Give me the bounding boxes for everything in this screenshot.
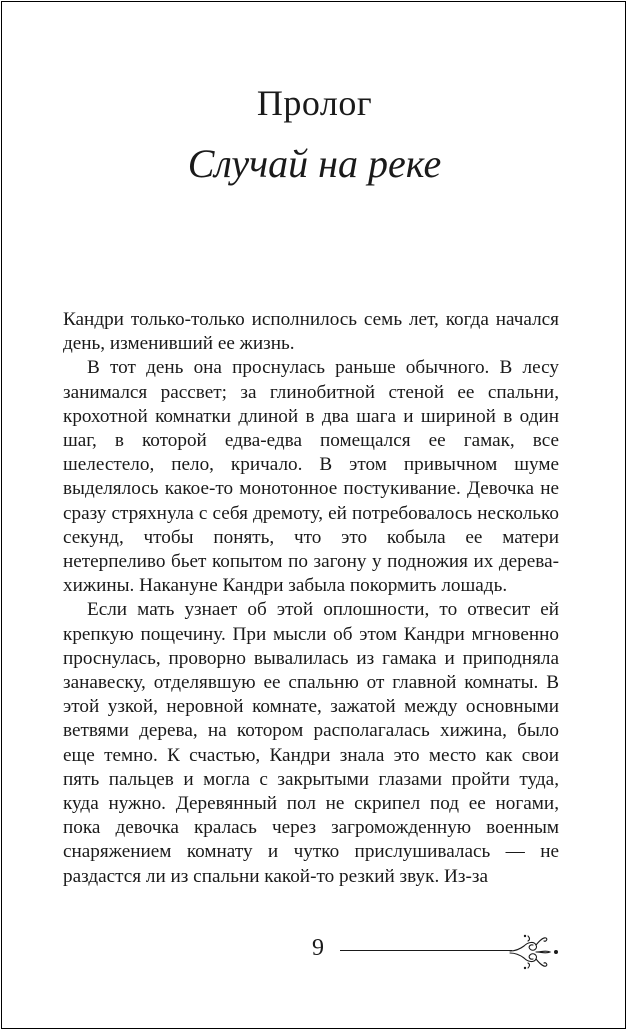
chapter-label: Пролог — [256, 83, 373, 123]
chapter-title: Случай на реке — [187, 141, 442, 186]
page-footer — [312, 932, 562, 972]
paragraph-3: Если мать узнает об этой оплошности, то отвесит ей крепкую пощечину. При мысли об этом Кандри мгновенно проснулась, проворно вывалилась из гамака и приподняла занавеску, отделявшую ее спальню от главной комнаты. В этой узкой, неровной комнате, зажатой между основными ветвями дерева, на котором располагалась хижина, было еще темно. К счастью, Кандри знала это место как свои пять пальцев и могла с закрытыми глазами пройти туда, куда нужно. Деревянный пол не скрипел под ее ногами, пока девочка кралась через загроможденную военным снаряжением комнату и чутко прислушивалась — не раздастся ли из спальни какой-то резкий звук. Из-за — [63, 599, 559, 887]
footer-rule — [340, 950, 512, 951]
paragraph-1: Кандри только-только исполнилось семь лет, когда начался день, изменивший ее жизнь. — [63, 309, 559, 355]
paragraph-2: В тот день она проснулась раньше обычного. В лесу занимался рассвет; за глинобитной стеной ее спальни, крохотной комнатки длиной в два шага и шириной в один шаг, в которой едва-едва помещался ее гамак, все шелестело, пело, кричало. В этом привычном шуме выделялось какое-то монотонное постукивание. Девочка не сразу стряхнула с себя дремоту, ей потребовалось несколько секунд, чтобы понять, что это кобыла ее матери нетерпеливо бьет копытом по загону у подножия их дерева-хижины. Накануне Кандри забыла покормить лошадь. — [63, 357, 559, 597]
page-number: 9 — [312, 935, 324, 961]
body-text — [63, 308, 559, 889]
flourish-ornament-icon — [508, 932, 562, 972]
